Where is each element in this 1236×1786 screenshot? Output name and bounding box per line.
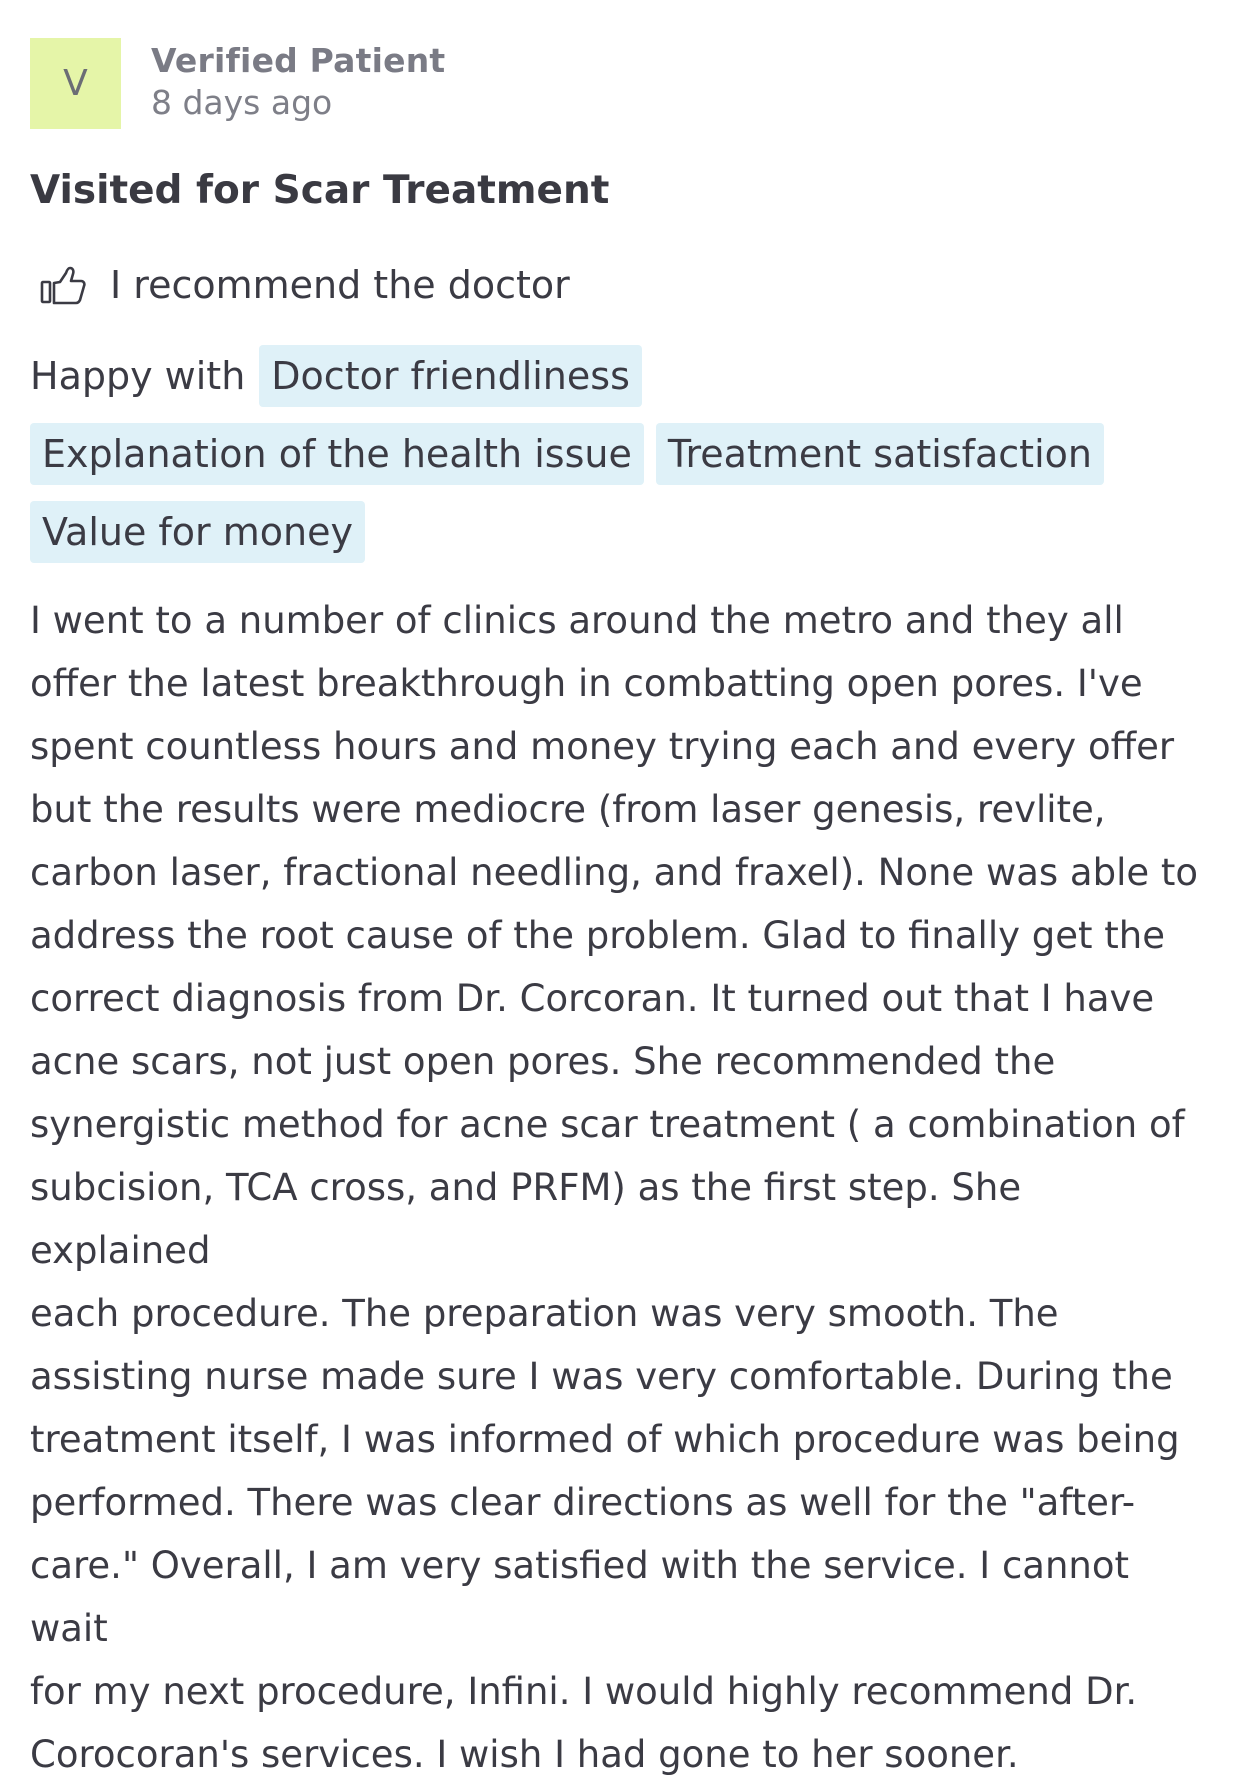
thumbs-up-icon [40,265,86,305]
author-name: Verified Patient [151,41,446,80]
happy-with-label: Happy with [30,354,246,398]
happy-with-section [30,345,1170,563]
avatar: V [30,38,121,129]
author-row [30,38,1210,129]
author-info [151,40,445,124]
review-date: 8 days ago [151,83,333,122]
review-text: I went to a number of clinics around the metro and they all offer the latest breakthrough in combatting open pores. I've spent countless hours and money trying each and every offer but the results were mediocre (from laser genesis, revlite, carbon laser, fractional needling, and fraxel). None was able to address the root cause of the problem. Glad to finally get the correct diagnosis from Dr. Corcoran. It turned out that I have acne scars, not just open pores. She recommended the synergistic method for acne scar treatment ( a combination of subcision, TCA cross, and PRFM) as the first step. She explained each procedure. The preparation was very smooth. The assisting nurse made sure I was very comfortable. During the treatment itself, I was informed of which procedure was being performed. There was clear directions as well for the "after- care." Overall, I am very satisfied with the service. I cannot wait for my next procedure, Infini. I would highly recommend Dr. Corocoran's services. I wish I had gone to her sooner. [30,599,1199,1776]
visit-title: Visited for Scar Treatment [30,168,610,213]
recommendation-text: I recommend the doctor [110,263,570,307]
tag-treatment-satisfaction: Treatment satisfaction [656,423,1104,485]
tag-value-for-money: Value for money [30,501,365,563]
tag-doctor-friendliness: Doctor friendliness [259,345,642,407]
recommendation-row [30,263,1210,307]
review-card [30,38,1210,1786]
tag-explanation-of-health-issue: Explanation of the health issue [30,423,644,485]
